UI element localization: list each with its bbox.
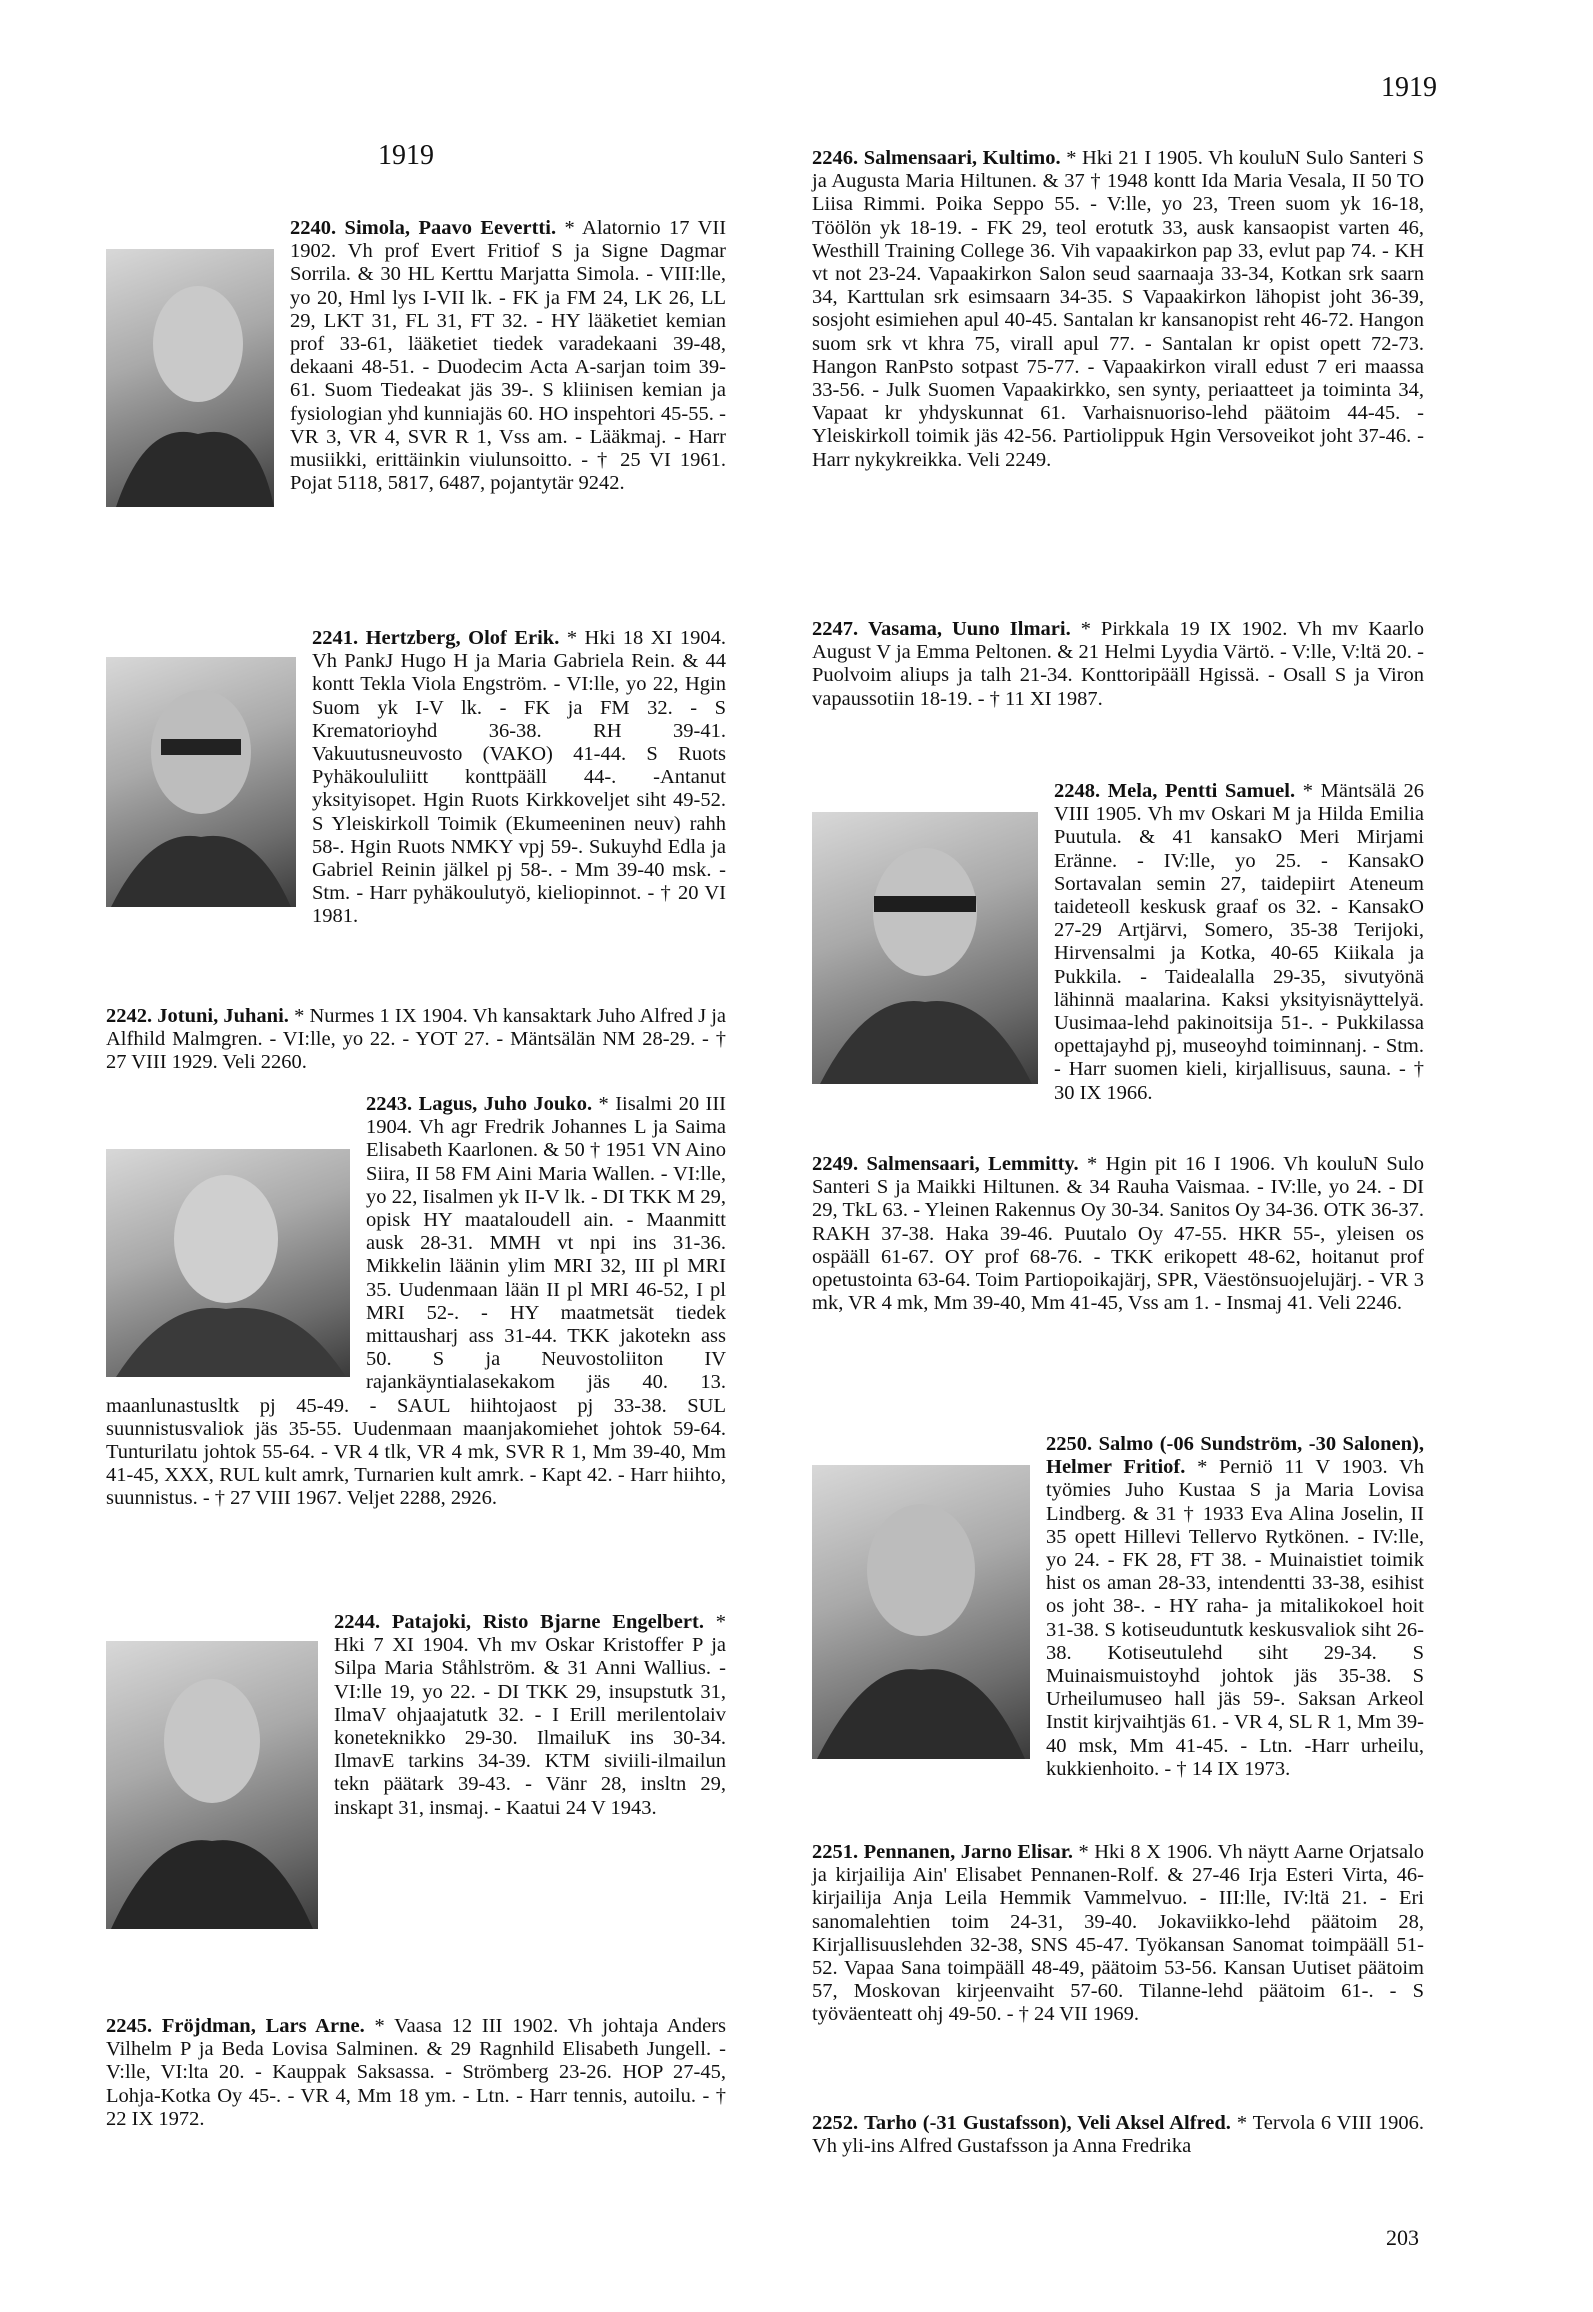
entry-text: * Hgin pit 16 I 1906. Vh kouluN Sulo Santeri S ja Maikki Hiltunen. & 34 Rauha Vaismaa. - IV:lle, yo 24. - DI 29, TkL 63. - Yleinen Rakennus Oy 30-34. Sanitos Oy 34-36. OTK 36-37. RAKH 37-38. Haka 39-46. Puutalo Oy 47-55. HKR 55-, yleisen os ospääll 61-67. OY prof 68-76. - TKK erikopett 48-62, hoitanut prof opetustointa 63-64. Toim Partiopoikajärj, SPR, Väestönsuojelujärj. - VR 3 mk, VR 4 mk, Mm 39-40, Mm 41-45, Vss am 1. - Insmaj 41. Veli 2246.: [812, 1153, 1425, 1315]
entry-name: Fröjdman, Lars Arne.: [161, 2015, 365, 2037]
entry-2251: [812, 1841, 1424, 2027]
entry-name: Mela, Pentti Samuel.: [1107, 780, 1296, 802]
entry-text: * Hki 18 XI 1904. Vh PankJ Hugo H ja Maria Gabriela Rein. & 44 kontt Tekla Viola Engström. - VI:lle, yo 22, Hgin Suom yk I-V lk. - FK ja FM 32. - S Krematorioyhd 36-38. RH 39-41. Vakuutusneuvosto (VAKO) 41-44. S Ruots Pyhäkoululiitt konttpääll 44-. -Antanut yksityisopet. Hgin Ruots Kirkkoveljet siht 49-52. S Yleiskirkoll Toimik (Ekumeeninen neuv) rahh 58-. Hgin Ruots NMKY vpj 59-. Sukuyhd Edla ja Gabriel Reinin jälkel pj 58-. - Mm 39-40 msk. - Stm. - Harr pyhäkoulutyö, kieliopinnot. - † 20 VI 1981.: [312, 627, 726, 928]
entry-name: Simola, Paavo Eevertti.: [344, 217, 557, 239]
entry-number: 2241.: [312, 627, 359, 649]
entry-text: * Tervola 6 VIII 1906. Vh yli-ins Alfred Gustafsson ja Anna Fredrika: [812, 2112, 1425, 2158]
entry-number: 2249.: [812, 1153, 859, 1175]
entry-text: * Hki 21 I 1905. Vh kouluN Sulo Santeri S ja Augusta Maria Hiltunen. & 37 † 1948 kontt Ida Maria Vesala, II 50 TO Liisa Rimmi. Poika Seppo 55. - V:lle, yo 23, Treen suom yk 16-18, Töölön yk 18-19. - FK 29, teol erotutk 33, ausk kansaopist varten 46, Westhill Training College 36. Vih vapaakirkon pap 33, evlut pap 74. - KH vt not 23-24. Vapaakirkon Salon seud saarnaaja 33-34, Kotkan srk saarn 34, Karttulan srk esimsaarn 34-35. S Vapaakirkon lähopist joht 36-39, sosjoht esimiehen apul 40-45. Santalan kr kansanopist reht 46-72. Hangon suom srk vt khra 75, virall apul 77. - Santalan kr opist opett 72-73. Hangon RanPsto sotpast 75-77. - Vapaakirkon virall edust 7 eri maassa 33-56. - Julk Suomen Vapaakirkko, sen synty, periaatteet ja toiminta 34, Vapaat kr yhdyskunnat 61. Varhaisnuoriso-lehd päätoim 44-45. - Yleiskirkoll toimik jäs 42-56. Partiolippuk Hgin Versoveikot joht 37-46. - Harr nykykreikka. Veli 2249.: [812, 147, 1425, 471]
entry-text: * Vaasa 12 III 1902. Vh johtaja Anders Vilhelm P ja Beda Lovisa Salminen. & 29 Ragnhild Elisabeth Jungell. - V:lle, VI:lta 20. - Kauppak Saksassa. - Strömberg 23-26. HOP 27-45, Lohja-Kotka Oy 45-. - VR 4, Mm 18 ym. - Ltn. - Harr tennis, autoilu. - † 22 IX 1972.: [106, 2015, 727, 2130]
entry-name: Lagus, Juho Jouko.: [418, 1093, 593, 1115]
entry-number: 2250.: [1046, 1433, 1093, 1455]
portrait-photo: [106, 1641, 318, 1929]
entry-name: Tarho (-31 Gustafsson), Veli Aksel Alfred.: [864, 2112, 1231, 2134]
entry-2249: [812, 1153, 1424, 1315]
entry-text: * Perniö 11 V 1903. Vh työmies Juho Kustaa S ja Maria Lovisa Lindberg. & 31 † 1933 Eva Alina Joselin, II 35 opett Hillevi Tellervo Rytkönen. - IV:lle, yo 24. - FK 28, FT 38. - Muinaistiet toimik hist os aman 28-33, intendentti 33-38, esihist os joht 38-. - HY raha- ja mitalikokoel hoit 31-38. S kotiseuduntutk keskusvaliok siht 26-38. Kotiseutulehd siht 29-34. S Muinaismuistoyhd johtok jäs 35-38. S Urheilumuseo hall jäs 59-. Saksan Arkeol Instit kirjvaihtjäs 61. - VR 4, SL R 1, Mm 39-40 msk, Mm 41-45. - Ltn. -Harr urheilu, kukkienhoito. - † 14 IX 1973.: [1046, 1456, 1424, 1780]
entry-2242: [106, 1005, 726, 1075]
entry-text: * Hki 7 XI 1904. Vh mv Oskar Kristoffer P ja Silpa Maria Ståhlström. & 31 Anni Wallius. - VI:lle 19, yo 22. - DI TKK 29, insupstutk 31, IlmaV ohjaajatutk 32. - I Erill merilentolaiv koneteknikko 29-30. IlmailuK ins 30-34. IlmavE tarkins 34-39. KTM siviili-ilmailun tekn päätark 39-43. - Vänr 28, insltn 29, inskapt 31, insmaj. - Kaatui 24 V 1943.: [334, 1611, 726, 1819]
entry-number: 2242.: [106, 1005, 153, 1027]
entry-number: 2248.: [1054, 780, 1101, 802]
entry-2240: [106, 217, 726, 511]
entry-name: Pennanen, Jarno Elisar.: [863, 1841, 1074, 1863]
entry-2246: [812, 147, 1424, 472]
entry-number: 2251.: [812, 1841, 859, 1863]
entry-name: Hertzberg, Olof Erik.: [365, 627, 560, 649]
entry-2241: [106, 627, 726, 929]
entry-2244: [106, 1611, 726, 1933]
entry-text: * Mäntsälä 26 VIII 1905. Vh mv Oskari M ja Hilda Emilia Puutula. & 41 kansakO Meri Mirjami Eränne. - IV:lle, yo 25. - KansakO Sortavalan semin 27, taidepiirt Ateneum taideteoll keskusk graaf os 32. - KansakO 27-29 Artjärvi, Somero, 35-38 Terijoki, Hirvensalmi ja Kotka, 40-65 Kiikala ja Pukkila. - Taidealalla 29-35, sivutyönä lähinnä maalarina. Kaksi yksityisnäyttelyä. Uusimaa-lehd pakinoitsija 51-. - Pukkilassa opettajayhd pj, museoyhd toiminnanj. - Stm. - Harr suomen kieli, kirjallisuus, sauna. - † 30 IX 1966.: [1054, 780, 1424, 1104]
entry-name: Jotuni, Juhani.: [157, 1005, 289, 1027]
entry-number: 2245.: [106, 2015, 153, 2037]
entry-number: 2244.: [334, 1611, 381, 1633]
entry-2250: [812, 1433, 1424, 1781]
entry-2248: [812, 780, 1424, 1105]
entry-number: 2243.: [366, 1093, 413, 1115]
portrait-photo: [812, 1465, 1030, 1759]
entry-name: Salmensaari, Kultimo.: [863, 147, 1061, 169]
entry-text: * Nurmes 1 IX 1904. Vh kansaktark Juho Alfred J ja Alfhild Malmgren. - VI:lle, yo 22. - YOT 27. - Mäntsälän NM 28-29. - † 27 VIII 1929. Veli 2260.: [106, 1005, 727, 1074]
entry-name: Salmo (-06 Sundström, -30 Salonen), Helmer Fritiof.: [1046, 1433, 1425, 1479]
entry-name: Salmensaari, Lemmitty.: [866, 1153, 1079, 1175]
entry-text: * Pirkkala 19 IX 1902. Vh mv Kaarlo August V ja Emma Peltonen. & 21 Helmi Lyydia Värtö. - V:lle, V:ltä 20. - Puolvoim aliups ja talh 21-34. Konttoripääll Hgissä. - Osall S ja Viron vapaussotiin 18-19. - † 11 XI 1987.: [812, 618, 1425, 710]
portrait-photo: [812, 812, 1038, 1084]
entry-number: 2252.: [812, 2112, 859, 2134]
entry-name: Patajoki, Risto Bjarne Engelbert.: [391, 1611, 704, 1633]
page-number: 203: [1386, 2225, 1419, 2250]
entry-2252: [812, 2112, 1424, 2158]
portrait-photo: [106, 1149, 350, 1377]
entry-number: 2240.: [290, 217, 337, 239]
entry-text: * Hki 8 X 1906. Vh näytt Aarne Orjatsalo ja kirjailija Ain' Elisabet Pennanen-Rolf. & 27-46 Irja Esteri Virta, 46- kirjailija Anja Leila Hemmik Vammelvuo. - III:lle, IV:ltä 21. - Eri sanomalehtien toim 24-31, 39-40. Jokaviikko-lehd päätoim 28, Kirjallisuuslehden 32-38, SNS 45-47. Työkansan Sanomat toimpääll 51-52. Vapaa Sana toimpääll 48-49, päätoim 53-56. Kansan Uutiset päätoim 57, Moskovan kirjeenvaiht 57-60. Tilanne-lehd päätoim 61-. - S työväenteatt ohj 49-50. - † 24 VII 1969.: [812, 1841, 1425, 2026]
entry-2245: [106, 2015, 726, 2131]
entry-2243: [106, 1093, 726, 1511]
portrait-photo: [106, 249, 274, 507]
portrait-photo: [106, 657, 296, 907]
entry-number: 2246.: [812, 147, 859, 169]
entry-2247: [812, 618, 1424, 711]
page-year-right: 1919: [1381, 72, 1437, 103]
entry-number: 2247.: [812, 618, 859, 640]
entry-name: Vasama, Uuno Ilmari.: [868, 618, 1071, 640]
page-year-left: 1919: [378, 140, 434, 171]
entry-text: * Iisalmi 20 III 1904. Vh agr Fredrik Johannes L ja Saima Elisabeth Kaarlonen. & 50 † 1951 VN Aino Siira, II 58 FM Aini Maria Wallen. - VI:lle, yo 22, Iisalmen yk II-V lk. - DI TKK M 29, opisk HY maataloudell ain. - Maanmitt ausk 28-31. MMH vt npi ins 31-36. Mikkelin läänin ylim MRI 32, III pl MRI 35. Uudenmaan lään II pl MRI 46-52, I pl MRI 52-. - HY maatmetsät tiedek mittausharj ass 31-44. TKK jakotekn ass 50. S ja Neuvostoliiton IV rajankäyntialasekakom jäs 40. 13. maanlunastusltk pj 45-49. - SAUL hiihtojaost pj 33-38. SUL suunnistusvaliok jäs 35-55. Uudenmaan maanjakomiehet johtok 59-64. Tunturilatu johtok 55-64. - VR 4 tlk, VR 4 mk, SVR R 1, Mm 39-40, Mm 41-45, XXX, RUL kult amrk, Turnarien kult amrk. - Kapt 42. - Harr hiihto, suunnistus. - † 27 VIII 1967. Veljet 2288, 2926.: [106, 1093, 726, 1510]
entry-text: * Alatornio 17 VII 1902. Vh prof Evert Fritiof S ja Signe Dagmar Sorrila. & 30 HL Kerttu Marjatta Simola. - VIII:lle, yo 20, Hml lys I-VII lk. - FK ja FM 24, LK 26, LL 29, LKT 31, FL 31, FT 32. - HY lääketiet kemian prof 33-61, lääketiet tiedek varadekaani 39-48, dekaani 48-51. - Duodecim Acta A-sarjan toim 39-61. Suom Tiedeakat jäs 39-. S kliinisen kemian ja fysiologian yhd kunniajäs 60. HO inspehtori 45-55. - VR 3, VR 4, SVR R 1, Vss am. - Lääkmaj. - Harr musiikki, erittäinkin viulunsoitto. - † 25 VI 1961. Pojat 5118, 5817, 6487, pojantytär 9242.: [290, 217, 727, 495]
